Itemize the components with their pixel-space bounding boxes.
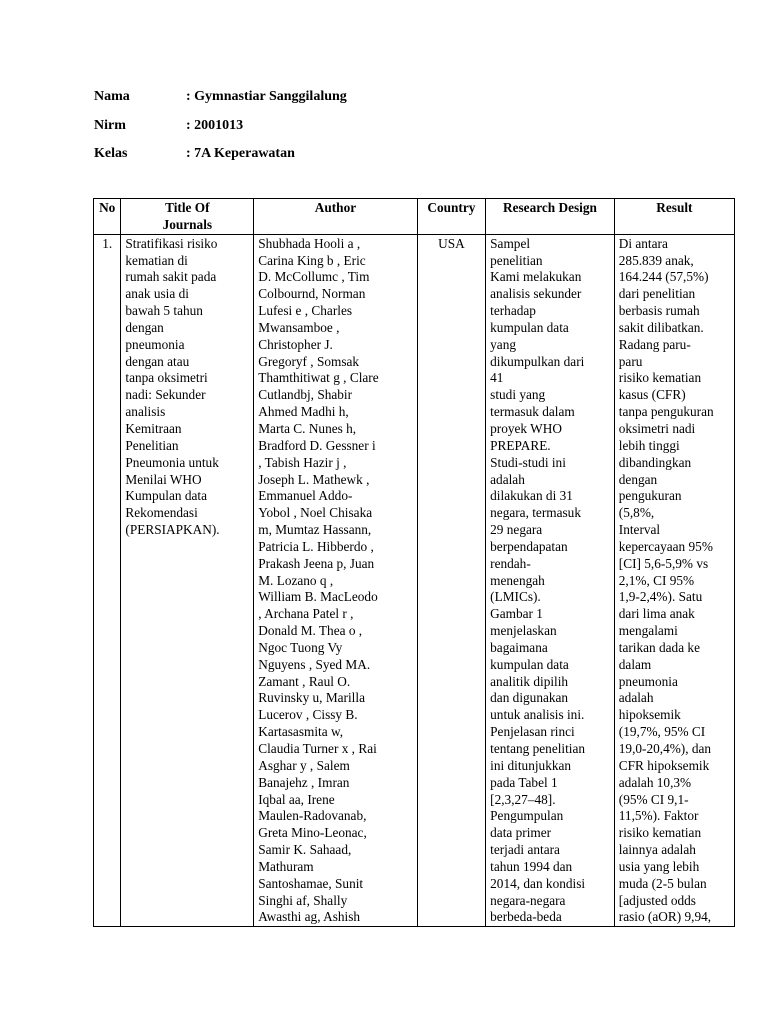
cell-author: Shubhada Hooli a , Carina King b , Eric D. McCollumc , Tim Colbournd, Norman Lufesi e , Charles Mwansamboe , Christopher J. Gregoryf , Somsak Thamthitiwat g , Clare Cutlandbj, Shabir Ahmed Madhi h, Marta C. Nunes h, Bradford D. Gessner i , Tabish Hazir j , Joseph L. Mathewk , Emmanuel Addo- Yobol , Noel Chisaka m, Mumtaz Hassann, Patricia L. Hibberdo , Prakash Jeena p, Juan M. Lozano q , William B. MacLeodo , Archana Patel r , Donald M. Thea o , Ngoc Tuong Vy Nguyens , Syed MA. Zamant , Raul O. Ruvinsky u, Marilla Lucerov , Cissy B. Kartasasmita w, Claudia Turner x , Rai Asghar y , Salem Banajehz , Imran Iqbal aa, Irene Maulen-Radovanab, Greta Mino-Leonac, Samir K. Sahaad, Mathuram Santoshamae, Sunit Singhi af, Shally Awasthi ag, Ashish bbox=[254, 234, 417, 927]
nirm-row bbox=[94, 117, 347, 146]
kelas-value: : 7A Keperawatan bbox=[186, 146, 295, 161]
header-result: Result bbox=[614, 199, 734, 235]
table-row bbox=[94, 234, 735, 927]
nama-row bbox=[94, 88, 347, 117]
cell-title: Stratifikasi risiko kematian di rumah sakit pada anak usia di bawah 5 tahun dengan pneumonia dengan atau tanpa oksimetri nadi: Sekunder analisis Kemitraan Penelitian Pneumonia untuk Menilai WHO Kumpulan data Rekomendasi (PERSIAPKAN). bbox=[121, 234, 254, 927]
kelas-label: Kelas bbox=[94, 146, 128, 161]
nirm-label: Nirm bbox=[94, 117, 126, 133]
cell-result: Di antara 285.839 anak, 164.244 (57,5%) dari penelitian berbasis rumah sakit dilibatkan. Radang paru- paru risiko kematian kasus (CFR) tanpa pengukuran oksimetri nadi lebih tinggi dibandingkan dengan pengukuran (5,8%, Interval kepercayaan 95% [CI] 5,6-5,9% vs 2,1%, CI 95% 1,9-2,4%). Satu dari lima anak mengalami tarikan dada ke dalam pneumonia adalah hipoksemik (19,7%, 95% CI 19,0-20,4%), dan CFR hipoksemik adalah 10,3% (95% CI 9,1- 11,5%). Faktor risiko kematian lainnya adalah usia yang lebih muda (2-5 bulan [adjusted odds rasio (aOR) 9,94, bbox=[614, 234, 734, 927]
nama-label: Nama bbox=[94, 89, 130, 104]
kelas-row bbox=[94, 145, 347, 174]
header-research-design: Research Design bbox=[486, 199, 615, 235]
student-info bbox=[94, 88, 347, 174]
table-header-row bbox=[94, 199, 735, 235]
cell-country: USA bbox=[417, 234, 486, 927]
header-country: Country bbox=[417, 199, 486, 235]
cell-research-design: Sampel penelitian Kami melakukan analisis sekunder terhadap kumpulan data yang dikumpulkan dari 41 studi yang termasuk dalam proyek WHO PREPARE. Studi-studi ini adalah dilakukan di 31 negara, termasuk 29 negara berpendapatan rendah- menengah (LMICs). Gambar 1 menjelaskan bagaimana kumpulan data analitik dipilih dan digunakan untuk analisis ini. Penjelasan rinci tentang penelitian ini ditunjukkan pada Tabel 1 [2,3,27–48]. Pengumpulan data primer terjadi antara tahun 1994 dan 2014, dan kondisi negara-negara berbeda-beda bbox=[486, 234, 615, 927]
journal-table bbox=[93, 198, 735, 927]
header-no: No bbox=[94, 199, 121, 235]
cell-no: 1. bbox=[94, 234, 121, 927]
nirm-value: : 2001013 bbox=[186, 117, 244, 133]
header-title: Title Of Journals bbox=[121, 199, 254, 235]
header-author: Author bbox=[254, 199, 417, 235]
nama-value: : Gymnastiar Sanggilalung bbox=[186, 89, 347, 104]
